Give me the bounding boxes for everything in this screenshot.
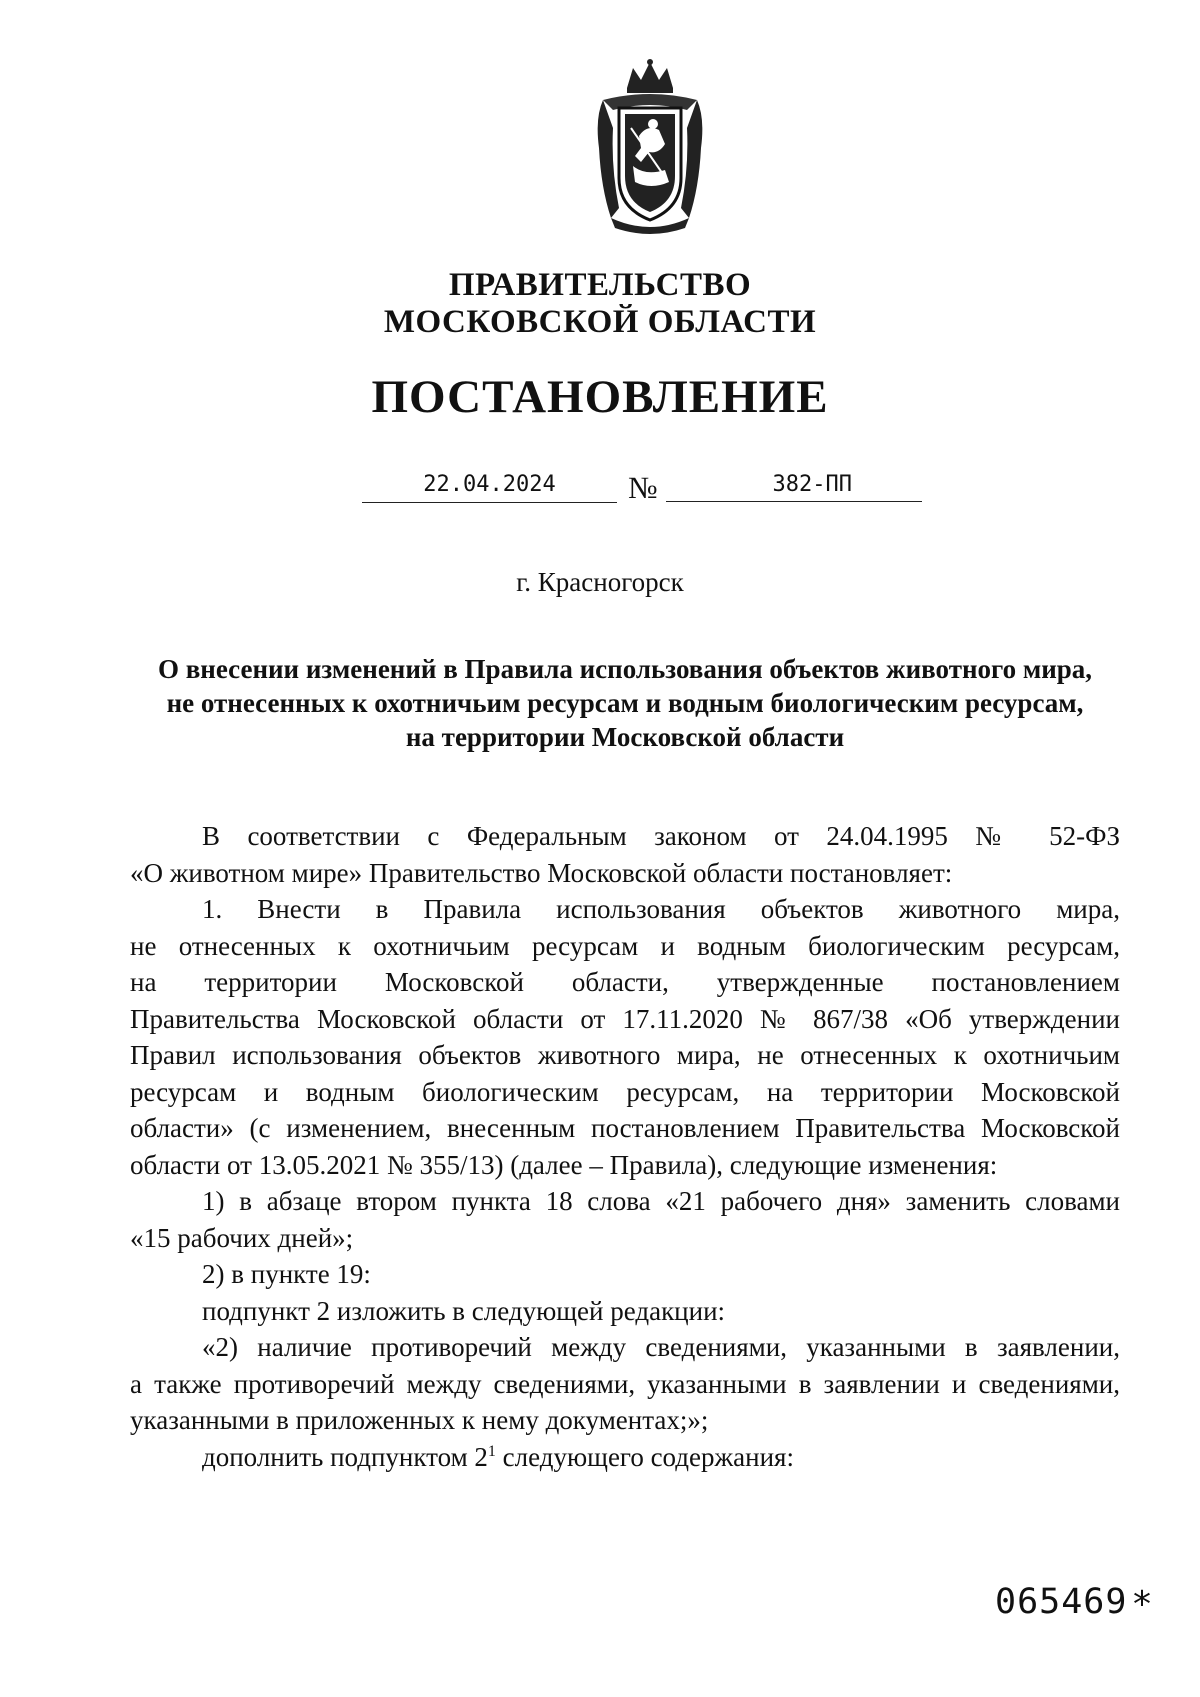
document-number: 382-ПП [772,472,852,497]
document-subject [130,652,1120,754]
government-name-line1: ПРАВИТЕЛЬСТВО [448,267,752,303]
body-line: области от 13.05.2021 № 355/13) (далее – Правила), следующие изменения: [130,1149,998,1180]
body-line: В соответствии с Федеральным законом от 24.04.1995 № 52-ФЗ [202,821,1120,851]
document-date-field [362,470,617,503]
body-line: на территории Московской области, утвержденные постановлением [130,967,1120,997]
body-line: 1) в абзаце втором пункта 18 слова «21 рабочего дня» заменить словами [202,1186,1120,1216]
form-serial-number: 065469 [995,1582,1128,1622]
body-line: 2) в пункте 19: [202,1259,371,1289]
number-sign: № [628,470,658,505]
superscript: 1 [487,1442,496,1460]
coat-of-arms-icon [575,58,725,238]
body-line: Правил использования объектов животного мира, не отнесенных к охотничьим [130,1040,1120,1070]
body-line: «15 рабочих дней»; [130,1222,354,1253]
document-number-field [666,470,922,502]
body-text: дополнить подпунктом 2 [202,1441,488,1472]
body-line: Правительства Московской области от 17.11.2020 № 867/38 «Об утверждении [130,1003,1120,1034]
government-name-line2: МОСКОВСКОЙ ОБЛАСТИ [383,304,817,340]
document-date: 22.04.2024 [423,472,556,497]
subject-line: О внесении изменений в Правила использования объектов животного мира, [157,654,1093,684]
body-line: области» (с изменением, внесенным постановлением Правительства Московской [130,1113,1120,1143]
body-line: ресурсам и водным биологическим ресурсам, на территории Московской [130,1076,1120,1107]
subject-line: на территории Московской области [405,722,845,752]
asterisk-mark: * [1133,1584,1151,1625]
body-line: 1. Внести в Правила использования объектов животного мира, [202,894,1120,924]
body-line: а также противоречий между сведениями, указанными в заявлении и сведениями, [130,1368,1120,1399]
body-line: «О животном мире» Правительство Московской области постановляет: [130,857,953,888]
subject-line: не отнесенных к охотничьим ресурсам и водным биологическим ресурсам, [166,688,1084,718]
document-body [130,818,1120,1475]
body-line: «2) наличие противоречий между сведениями, указанными в заявлении, [202,1332,1120,1362]
document-type-title: ПОСТАНОВЛЕНИЕ [371,371,829,423]
body-line: не отнесенных к охотничьим ресурсам и водным биологическим ресурсам, [130,930,1120,961]
body-text: следующего содержания: [495,1441,794,1472]
body-line: указанными в приложенных к нему документах;»; [130,1405,709,1435]
body-line: подпункт 2 изложить в следующей редакции: [202,1295,726,1326]
issuing-city: г. Красногорск [516,567,684,597]
body-line [130,1439,1120,1476]
